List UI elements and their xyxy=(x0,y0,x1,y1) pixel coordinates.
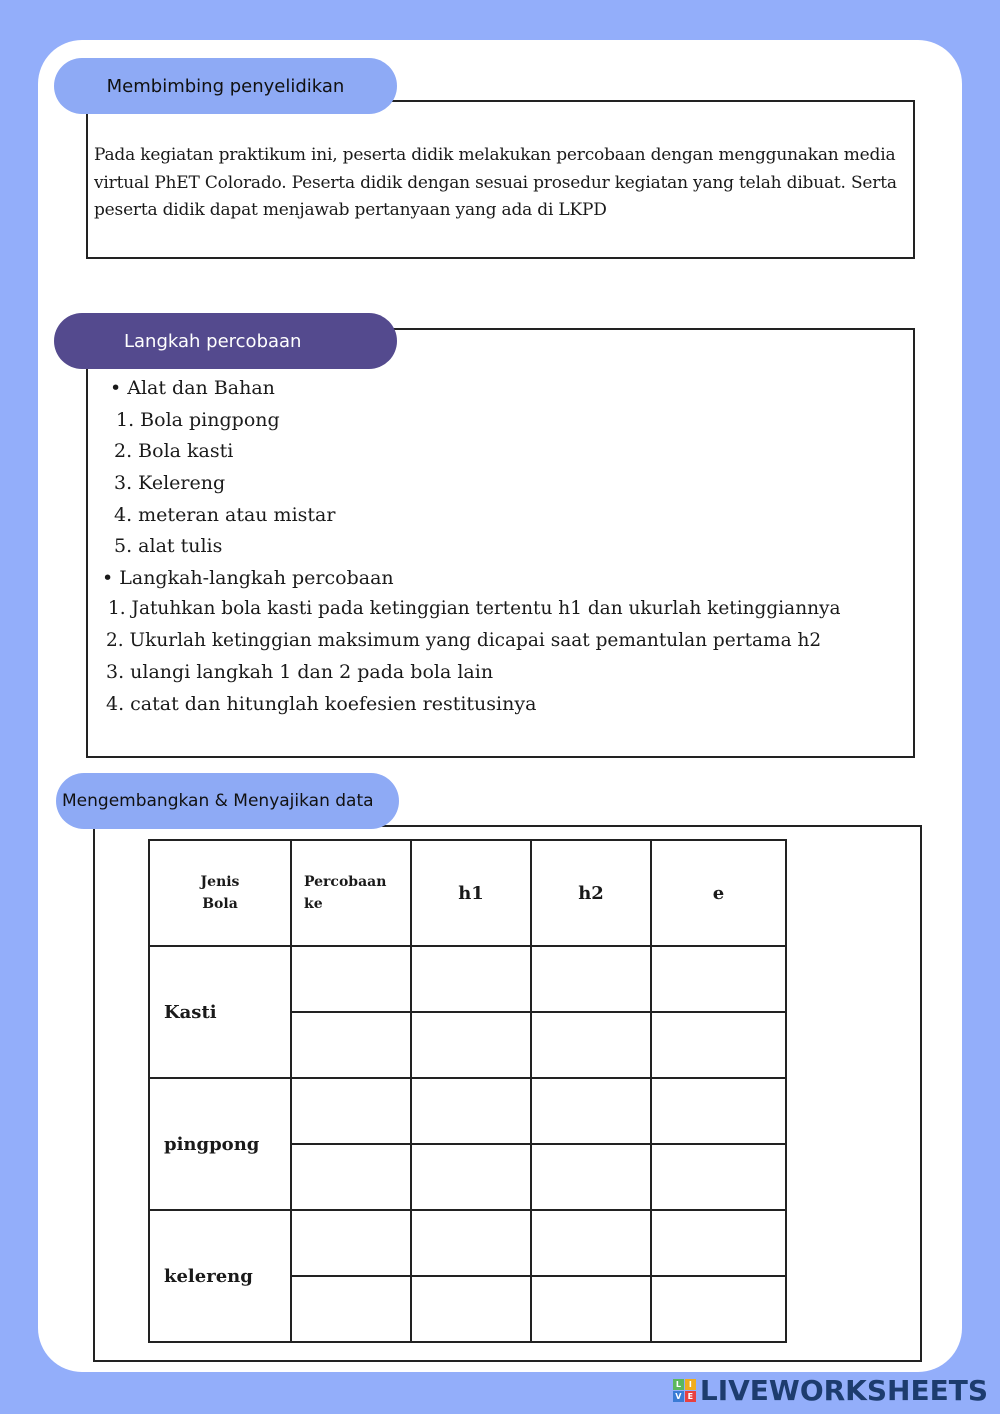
answer-input[interactable] xyxy=(292,1145,410,1209)
header-h1: h1 xyxy=(411,840,531,946)
table-cell xyxy=(651,946,786,1012)
answer-input[interactable] xyxy=(652,1013,785,1077)
answer-input[interactable] xyxy=(292,947,410,1011)
answer-input[interactable] xyxy=(532,1145,650,1209)
table-cell xyxy=(291,1276,411,1342)
answer-input[interactable] xyxy=(292,1211,410,1275)
answer-input[interactable] xyxy=(532,1079,650,1143)
logo-mark-letter: E xyxy=(685,1391,696,1402)
answer-input[interactable] xyxy=(652,1145,785,1209)
steps-line: 2. Bola kasti xyxy=(114,440,234,462)
data-table xyxy=(148,839,787,1343)
table-cell xyxy=(651,1012,786,1078)
steps-line: • Alat dan Bahan xyxy=(110,377,275,399)
table-cell xyxy=(531,1276,651,1342)
answer-input[interactable] xyxy=(412,1211,530,1275)
table-cell xyxy=(651,1078,786,1144)
answer-input[interactable] xyxy=(652,947,785,1011)
answer-input[interactable] xyxy=(532,947,650,1011)
table-cell xyxy=(531,946,651,1012)
table-cell xyxy=(651,1144,786,1210)
section-title-data: Mengembangkan & Menyajikan data xyxy=(56,773,399,829)
header-jenis-bola: Jenis Bola xyxy=(149,840,291,946)
table-row xyxy=(149,1210,786,1276)
answer-input[interactable] xyxy=(652,1277,785,1341)
answer-input[interactable] xyxy=(652,1211,785,1275)
logo-text: LIVEWORKSHEETS xyxy=(699,1374,988,1407)
logo-mark-letter: I xyxy=(685,1379,696,1390)
section-title-membimbing: Membimbing penyelidikan xyxy=(54,58,397,114)
table-cell xyxy=(291,1012,411,1078)
table-cell xyxy=(411,1144,531,1210)
table-cell xyxy=(531,1144,651,1210)
table-cell xyxy=(411,1012,531,1078)
table-cell xyxy=(411,1210,531,1276)
header-h2: h2 xyxy=(531,840,651,946)
answer-input[interactable] xyxy=(652,1079,785,1143)
header-percobaan: Percobaan ke xyxy=(291,840,411,946)
intro-text: Pada kegiatan praktikum ini, peserta didik melakukan percobaan dengan menggunakan media virtual PhET Colorado. Peserta didik dengan sesuai prosedur kegiatan yang telah dibuat. Serta peserta didik dapat menjawab pertanyaan yang ada di LKPD xyxy=(94,145,897,220)
answer-input[interactable] xyxy=(292,1277,410,1341)
logo-mark-icon xyxy=(673,1379,696,1402)
steps-line: 2. Ukurlah ketinggian maksimum yang dicapai saat pemantulan pertama h2 xyxy=(106,630,822,651)
section-title-langkah: Langkah percobaan xyxy=(54,313,397,369)
steps-box xyxy=(86,328,915,758)
steps-line: 4. catat dan hitunglah koefesien restitusinya xyxy=(106,693,537,715)
table-cell xyxy=(531,1210,651,1276)
answer-input[interactable] xyxy=(292,1013,410,1077)
logo-mark-letter: L xyxy=(673,1379,684,1390)
table-cell xyxy=(291,946,411,1012)
answer-input[interactable] xyxy=(412,1079,530,1143)
table-cell xyxy=(291,1210,411,1276)
steps-line: 1. Bola pingpong xyxy=(116,409,280,431)
table-cell xyxy=(411,1078,531,1144)
steps-line: 3. Kelereng xyxy=(114,472,226,494)
steps-line: 5. alat tulis xyxy=(114,535,223,557)
table-cell xyxy=(291,1144,411,1210)
table-cell xyxy=(291,1078,411,1144)
answer-input[interactable] xyxy=(412,947,530,1011)
answer-input[interactable] xyxy=(532,1013,650,1077)
steps-line: 1. Jatuhkan bola kasti pada ketinggian tertentu h1 dan ukurlah ketinggiannya xyxy=(108,598,841,619)
liveworksheets-logo[interactable] xyxy=(673,1374,988,1407)
answer-input[interactable] xyxy=(412,1013,530,1077)
steps-line: 3. ulangi langkah 1 dan 2 pada bola lain xyxy=(106,661,494,683)
table-row xyxy=(149,946,786,1012)
table-cell xyxy=(651,1276,786,1342)
logo-mark-letter: V xyxy=(673,1391,684,1402)
table-header-row xyxy=(149,840,786,946)
table-cell xyxy=(411,946,531,1012)
table-cell xyxy=(411,1276,531,1342)
answer-input[interactable] xyxy=(532,1211,650,1275)
answer-input[interactable] xyxy=(292,1079,410,1143)
row-label-kasti: Kasti xyxy=(149,946,291,1078)
row-label-kelereng: kelereng xyxy=(149,1210,291,1342)
table-cell xyxy=(531,1012,651,1078)
table-cell xyxy=(531,1078,651,1144)
answer-input[interactable] xyxy=(412,1277,530,1341)
table-cell xyxy=(651,1210,786,1276)
answer-input[interactable] xyxy=(412,1145,530,1209)
intro-box xyxy=(86,100,915,259)
steps-line: • Langkah-langkah percobaan xyxy=(102,567,394,589)
table-row xyxy=(149,1078,786,1144)
row-label-pingpong: pingpong xyxy=(149,1078,291,1210)
header-e: e xyxy=(651,840,786,946)
answer-input[interactable] xyxy=(532,1277,650,1341)
steps-line: 4. meteran atau mistar xyxy=(114,504,336,526)
